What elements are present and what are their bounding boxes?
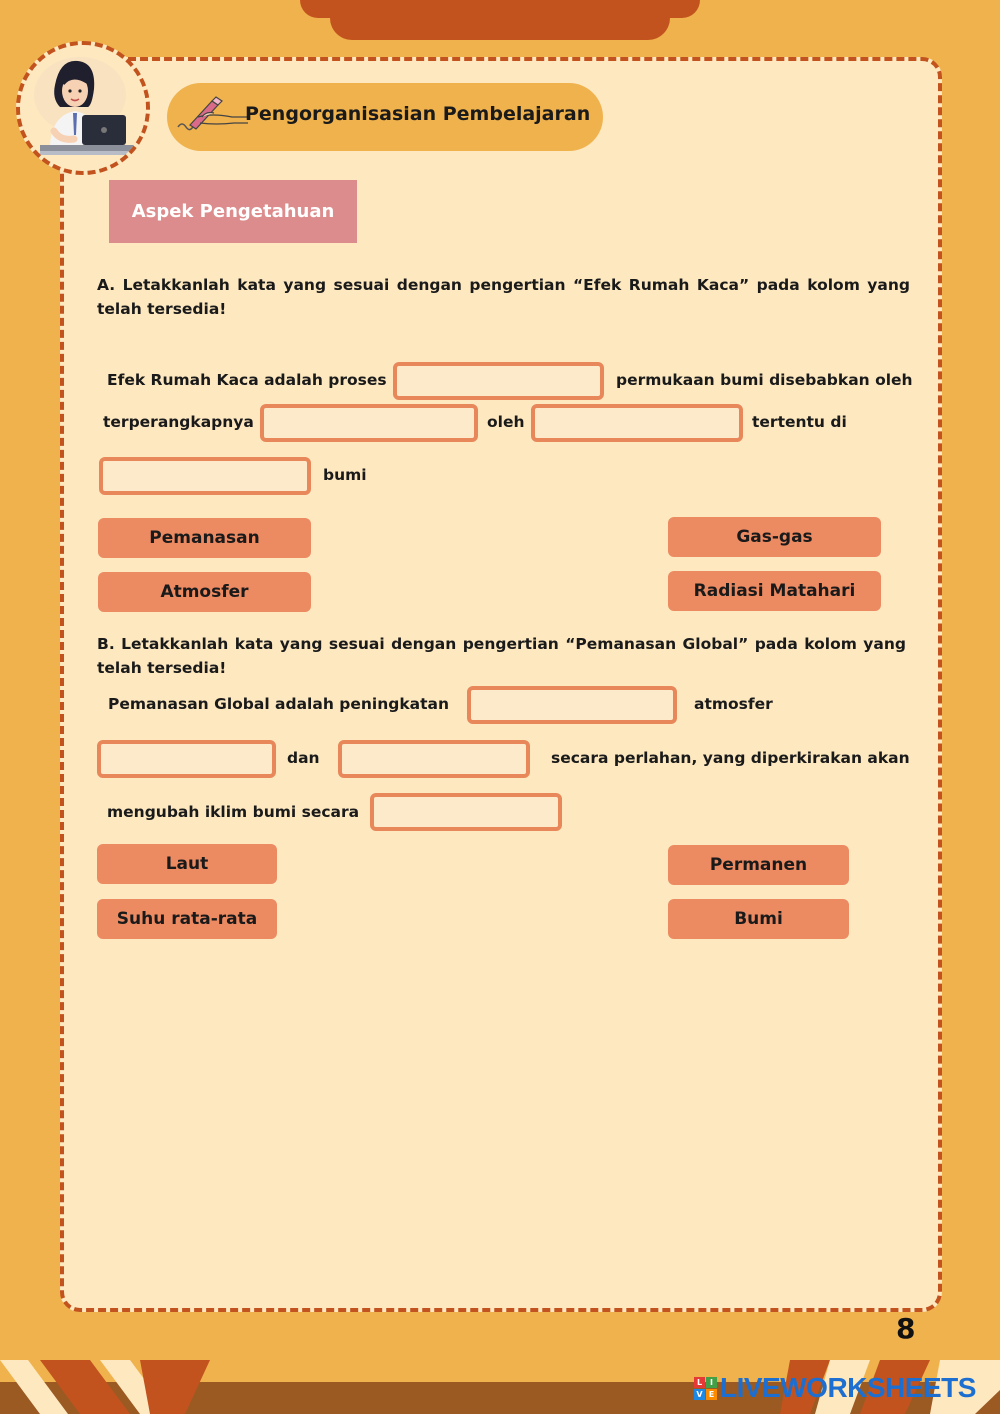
pen-hand-icon — [172, 95, 250, 137]
drop-slot-a2[interactable] — [260, 404, 478, 442]
logo-squares-icon: L I V E — [694, 1377, 717, 1400]
text-b5: mengubah iklim bumi secara — [107, 803, 360, 821]
worksheet-paper — [60, 57, 942, 1312]
option-chip-gas-gas[interactable]: Gas-gas — [668, 517, 881, 557]
drop-slot-b4[interactable] — [370, 793, 562, 831]
text-a2: permukaan bumi disebabkan oleh — [616, 371, 913, 389]
teacher-illustration-icon — [20, 45, 146, 171]
text-b4: secara perlahan, yang diperkirakan akan — [551, 749, 910, 767]
instruction-b: B. Letakkanlah kata yang sesuai dengan pengertian “Pemanasan Global” pada kolom yang telah tersedia! — [97, 635, 906, 677]
drop-slot-b3[interactable] — [338, 740, 530, 778]
option-chip-laut[interactable]: Laut — [97, 844, 277, 884]
drop-slot-a4[interactable] — [99, 457, 311, 495]
text-b2: atmosfer — [694, 695, 773, 713]
option-chip-bumi[interactable]: Bumi — [668, 899, 849, 939]
drop-slot-b1[interactable] — [467, 686, 677, 724]
text-b3: dan — [287, 749, 320, 767]
avatar — [16, 41, 150, 175]
text-a5: tertentu di — [752, 413, 847, 431]
option-chip-atmosfer[interactable]: Atmosfer — [98, 572, 311, 612]
instruction-a: A. Letakkanlah kata yang sesuai dengan pengertian “Efek Rumah Kaca” pada kolom yang telah tersedia! — [97, 276, 910, 318]
page-number: 8 — [896, 1312, 916, 1345]
aspect-label: Aspek Pengetahuan — [109, 180, 357, 243]
liveworksheets-brand: LIVEWORKSHEETS — [720, 1372, 976, 1403]
option-chip-permanen[interactable]: Permanen — [668, 845, 849, 885]
liveworksheets-logo — [694, 1372, 976, 1404]
drop-slot-a1[interactable] — [393, 362, 604, 400]
option-chip-pemanasan[interactable]: Pemanasan — [98, 518, 311, 558]
text-a4: oleh — [487, 413, 525, 431]
option-chip-radiasi-matahari[interactable]: Radiasi Matahari — [668, 571, 881, 611]
top-tab — [330, 0, 670, 40]
option-chip-suhu-rata-rata[interactable]: Suhu rata-rata — [97, 899, 277, 939]
text-a6: bumi — [323, 466, 367, 484]
text-b1: Pemanasan Global adalah peningkatan — [108, 695, 450, 713]
text-a3: terperangkapnya — [103, 413, 254, 431]
drop-slot-a3[interactable] — [531, 404, 743, 442]
text-a1: Efek Rumah Kaca adalah proses — [107, 371, 387, 389]
page-title: Pengorganisasian Pembelajaran — [245, 103, 591, 125]
drop-slot-b2[interactable] — [97, 740, 276, 778]
